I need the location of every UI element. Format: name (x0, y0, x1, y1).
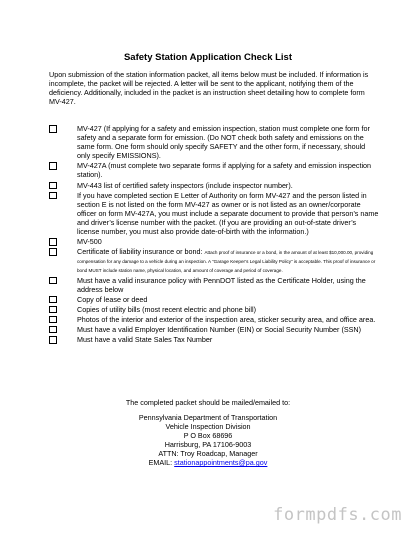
intro-paragraph: Upon submission of the station information packet, all items below must be included. If information is incomplete, the packet will be rejected. A letter will be sent to the applicant, notifying them of the deficiency. Additionally, included in the packet is an instruction sheet detailing how to complete form MV-427. (49, 70, 369, 107)
address-line: ATTN: Troy Roadcap, Manager (158, 449, 258, 459)
checklist (49, 124, 379, 345)
checklist-item (49, 124, 379, 160)
mailing-address (0, 413, 416, 468)
checklist-item (49, 191, 379, 236)
checklist-item-note: Attach proof of insurance or a bond, in the amount of at least $10,000.00, providing compensation for any damage to a vehicle during an inspection. A “Garage Keeper’s Legal Liability Policy” is acceptable. This proof of insurance or bond MUST include station name, physical location, and amount of coverage and period of coverage. (77, 250, 376, 274)
checklist-item-text: Copy of lease or deed (77, 294, 148, 304)
checkbox-icon[interactable] (49, 182, 57, 190)
checklist-item (49, 335, 379, 344)
email-link[interactable]: stationappointments@pa.gov (174, 458, 268, 468)
checkbox-icon[interactable] (49, 248, 57, 256)
checklist-item-text: Must have a valid Employer Identification Number (EIN) or Social Security Number (SSN) (77, 324, 362, 334)
checklist-item (49, 247, 379, 274)
checklist-item (49, 325, 379, 334)
checklist-item (49, 305, 379, 314)
checkbox-icon[interactable] (49, 336, 57, 344)
address-line: Harrisburg, PA 17106-9003 (164, 440, 252, 450)
checklist-item (49, 295, 379, 304)
email-line (0, 458, 416, 467)
checkbox-icon[interactable] (49, 192, 57, 200)
checkbox-icon[interactable] (49, 238, 57, 246)
checklist-item-text: MV-443 list of certified safety inspectors (include inspector number). (77, 180, 293, 190)
page-title: Safety Station Application Check List (123, 52, 293, 63)
email-label: EMAIL: (148, 458, 173, 468)
checklist-item-text: Must have a valid State Sales Tax Number (77, 335, 213, 345)
checklist-item (49, 237, 379, 246)
checkbox-icon[interactable] (49, 316, 57, 324)
address-line: P O Box 68696 (183, 431, 233, 441)
checklist-item-text: Photos of the interior and exterior of the inspection area, sticker security area, and office area. (77, 314, 376, 324)
checkbox-icon[interactable] (49, 277, 57, 285)
checklist-item (49, 276, 379, 294)
address-line: Pennsylvania Department of Transportation (138, 413, 278, 422)
checklist-item-text: If you have completed section E Letter of Authority on form MV-427 and the person listed in section E is not listed on the form MV-427 as owner or is not listed as an owner/corporate officer on form MV-427A, you must include a separate document to provide that person’s name and driver’s license number with the packet. (If you are providing an out-of-state driver’s license number, you must also provide date-of-birth with the information.) (77, 190, 379, 237)
checklist-item-text: MV-427 (If applying for a safety and emission inspection, station must complete one form for safety and a separate form for emission. (Do NOT check both safety and emissions on the same form. One form should only specify SAFETY and the other form, if necessary, should only specify EMISSIONS). (77, 124, 370, 161)
checklist-item (49, 315, 379, 324)
watermark: formpdfs.com (273, 505, 402, 525)
checklist-item-text: Copies of utility bills (most recent electric and phone bill) (77, 304, 256, 314)
checklist-item-text: Must have a valid insurance policy with PennDOT listed as the Certificate Holder, using the address below (77, 275, 366, 294)
checkbox-icon[interactable] (49, 296, 57, 304)
checkbox-icon[interactable] (49, 125, 57, 133)
mailing-instruction: The completed packet should be mailed/emailed to: (125, 398, 291, 407)
checklist-item-text: MV-500 (77, 237, 102, 247)
checklist-item (49, 181, 379, 190)
checklist-item-text: Certificate of liability insurance or bond: (77, 247, 203, 257)
checkbox-icon[interactable] (49, 326, 57, 334)
checklist-item (49, 161, 379, 179)
checkbox-icon[interactable] (49, 162, 57, 170)
address-line: Vehicle Inspection Division (165, 422, 251, 432)
checklist-item-text: MV-427A (must complete two separate forms if applying for a safety and emission inspection station). (77, 161, 372, 180)
checkbox-icon[interactable] (49, 306, 57, 314)
